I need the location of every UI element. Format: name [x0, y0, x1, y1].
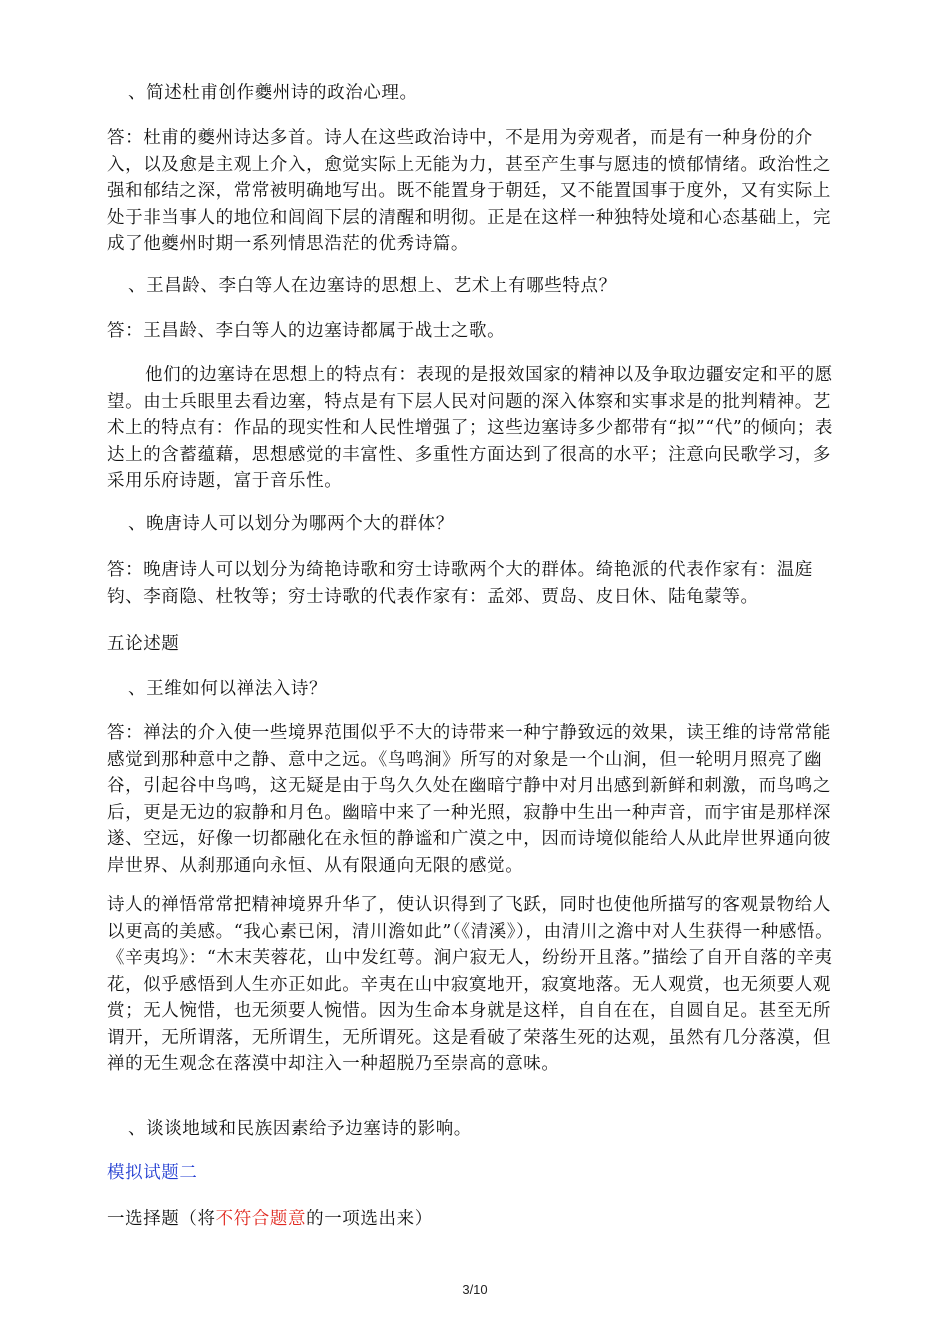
answer-3: 答：晚唐诗人可以划分为绮艳诗歌和穷士诗歌两个大的群体。绮艳派的代表作家有：温庭钧、李商隐、杜牧等；穷士诗歌的代表作家有：孟郊、贾岛、皮日休、陆龟蒙等。 [107, 560, 813, 607]
choice-heading-suffix: 的一项选出来） [306, 1209, 433, 1229]
question-1: 、简述杜甫创作夔州诗的政治心理。 [128, 83, 418, 103]
answer-2-intro: 答：王昌龄、李白等人的边塞诗都属于战士之歌。 [107, 321, 506, 341]
question-4: 、王维如何以禅法入诗？ [128, 679, 328, 699]
mock-exam-title-link[interactable]: 模拟试题二 [107, 1163, 198, 1183]
question-5: 、谈谈地域和民族因素给予边塞诗的影响。 [128, 1119, 472, 1139]
answer-4-part2: 诗人的禅悟常常把精神境界升华了，使认识得到了飞跃，同时也使他所描写的客观景物给人以更高的美感。“我心素已闲，清川澹如此”（《清溪》），由清川之澹中对人生获得一种感悟。《辛夷坞》：“木末芙蓉花，山中发红萼。涧户寂无人，纷纷开且落。”描绘了自开自落的辛夷花，似乎感悟到人生亦正如此。辛夷在山中寂寞地开，寂寞地落。无人观赏，也无须要人观赏；无人惋惜，也无须要人惋惜。因为生命本身就是这样，自自在在，自圆自足。甚至无所谓开，无所谓落，无所谓生，无所谓死。这是看破了荣落生死的达观，虽然有几分落漠，但禅的无生观念在落漠中却注入一种超脱乃至崇高的意味。 [107, 895, 834, 1074]
answer-4-part1: 答：禅法的介入使一些境界范围似乎不大的诗带来一种宁静致远的效果，读王维的诗常常能感觉到那种意中之静、意中之远。《鸟鸣涧》所写的对象是一个山涧，但一轮明月照亮了幽谷，引起谷中鸟鸣，这无疑是由于鸟久久处在幽暗宁静中对月出感到新鲜和刺激，而鸟鸣之后，更是无边的寂静和月色。幽暗中来了一种光照，寂静中生出一种声音，而宇宙是那样深遂、空远，好像一切都融化在永恒的静谧和广漠之中，因而诗境似能给人从此岸世界通向彼岸世界、从刹那通向永恒、从有限通向无限的感觉。 [107, 723, 831, 876]
question-2: 、王昌龄、李白等人在边塞诗的思想上、艺术上有哪些特点？ [128, 276, 617, 296]
section-heading-5: 五论述题 [107, 634, 180, 654]
choice-section-heading [107, 1206, 843, 1233]
choice-heading-highlight: 不符合题意 [215, 1209, 307, 1229]
answer-2-body: 他们的边塞诗在思想上的特点有：表现的是报效国家的精神以及争取边疆安定和平的愿望。由士兵眼里去看边塞，特点是有下层人民对问题的深入体察和实事求是的批判精神。艺术上的特点有：作品的现实性和人民性增强了；这些边塞诗多少都带有“拟”“代”的倾向；表达上的含蓄蕴藉，思想感觉的丰富性、多重性方面达到了很高的水平；注意向民歌学习，多采用乐府诗题，富于音乐性。 [107, 365, 833, 491]
answer-1: 答：杜甫的夔州诗达多首。诗人在这些政治诗中，不是用为旁观者，而是有一种身份的介入，以及愈是主观上介入，愈觉实际上无能为力，甚至产生事与愿违的愤郁情绪。政治性之强和郁结之深，常常被明确地写出。既不能置身于朝廷，又不能置国事于度外，又有实际上处于非当事人的地位和闾阎下层的清醒和明彻。正是在这样一种独特处境和心态基础上，完成了他夔州时期一系列情思浩茫的优秀诗篇。 [107, 128, 831, 254]
page-number: 3/10 [462, 1282, 488, 1297]
choice-heading-prefix: 一选择题（将 [107, 1209, 216, 1229]
question-3: 、晚唐诗人可以划分为哪两个大的群体？ [128, 514, 454, 534]
